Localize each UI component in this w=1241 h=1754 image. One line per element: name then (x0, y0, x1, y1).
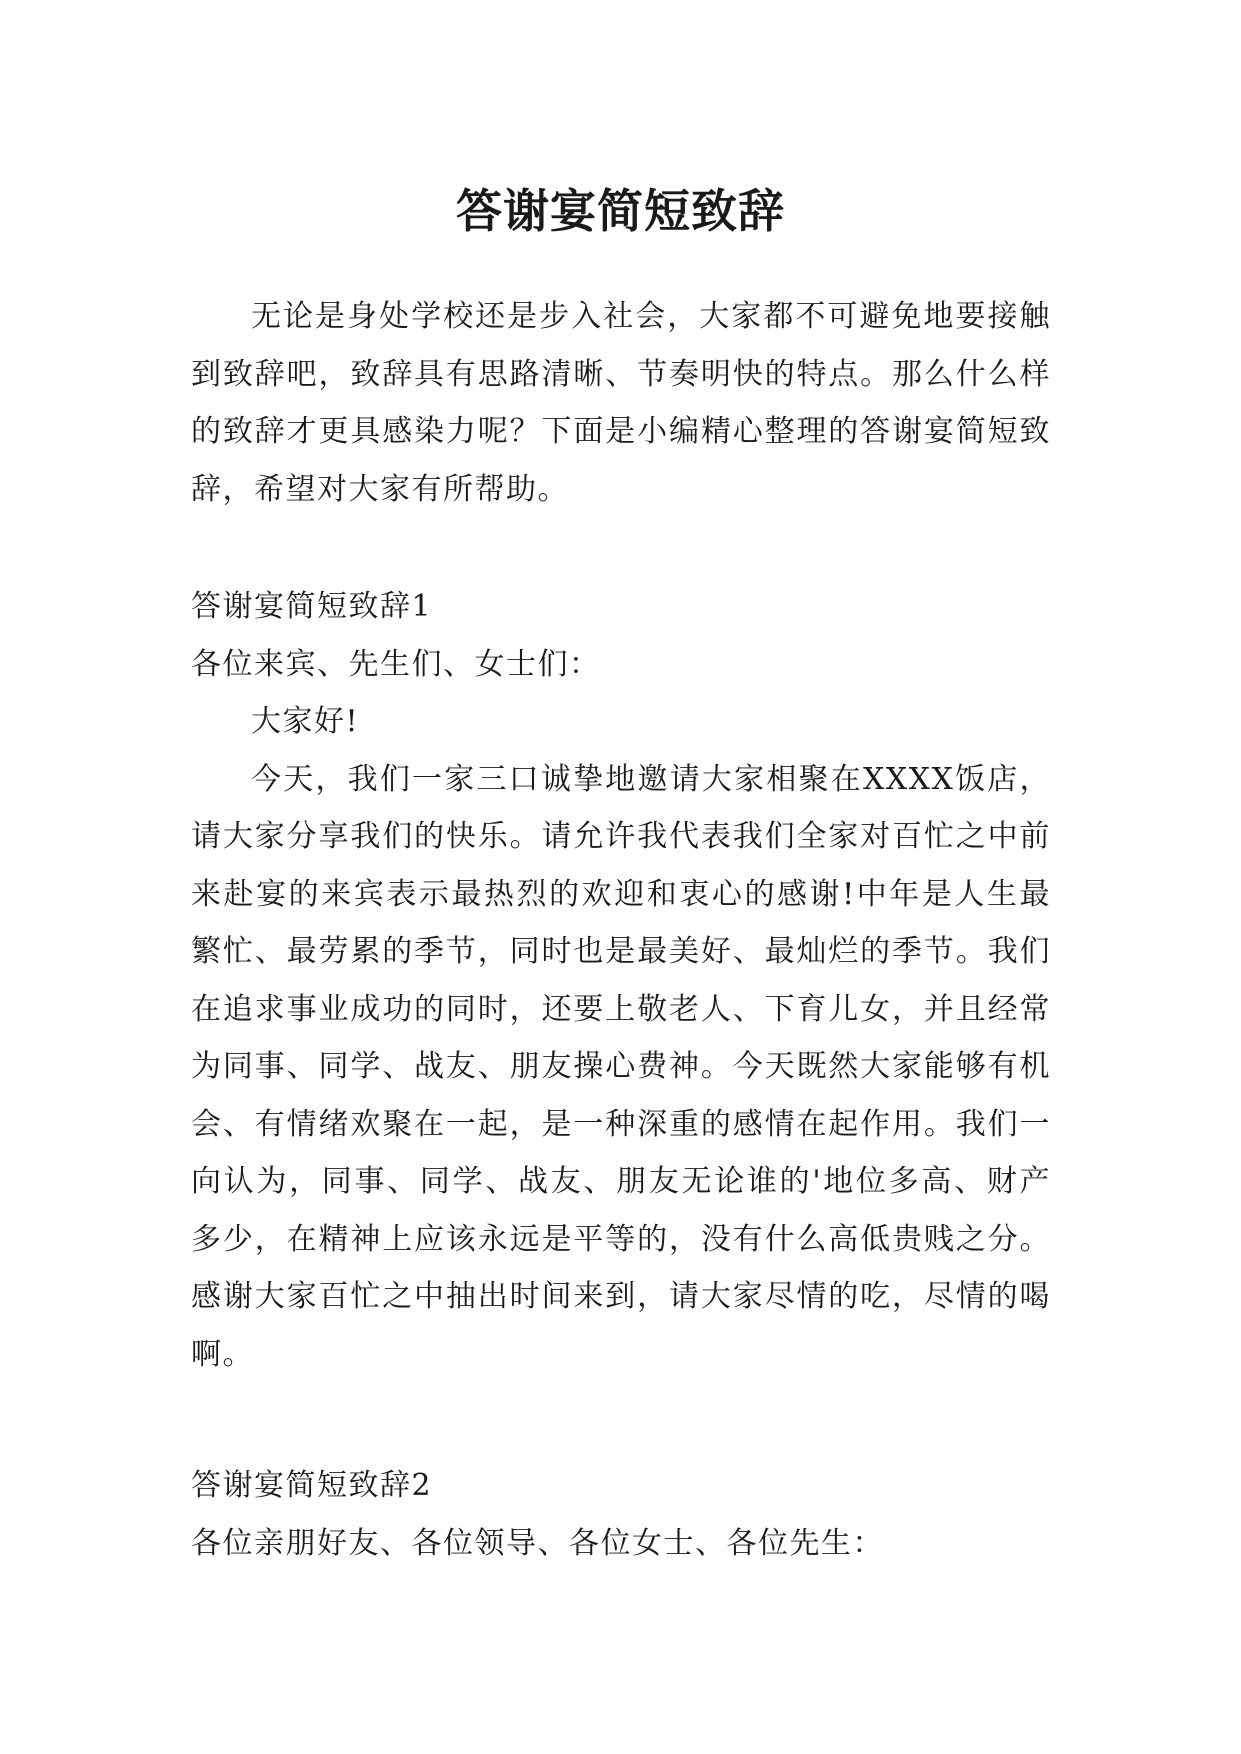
section-heading: 答谢宴简短致辞2 (191, 1468, 433, 1503)
greeting: 大家好! (251, 704, 360, 739)
speech-section-2 (191, 1457, 1051, 1572)
intro-section (191, 288, 1051, 518)
speech-section-1 (191, 578, 1051, 1383)
section-heading: 答谢宴简短致辞1 (191, 589, 433, 624)
salutation: 各位来宾、先生们、女士们： (191, 646, 601, 682)
intro-paragraph: 无论是身处学校还是步入社会，大家都不可避免地要接触到致辞吧，致辞具有思路清晰、节奏明快的特点。那么什么样的致辞才更具感染力呢？下面是小编精心整理的答谢宴简短致辞，希望对大家有所帮助。 (191, 299, 1051, 507)
document-title: 答谢宴简短致辞 (456, 183, 785, 238)
speech-paragraph: 今天，我们一家三口诚挚地邀请大家相聚在XXXX饭店，请大家分享我们的快乐。请允许我代表我们全家对百忙之中前来赴宴的来宾表示最热烈的欢迎和衷心的感谢!中年是人生最繁忙、最劳累的季节，同时也是最美好、最灿烂的季节。我们在追求事业成功的同时，还要上敬老人、下育儿女，并且经常为同事、同学、战友、朋友操心费神。今天既然大家能够有机会、有情绪欢聚在一起，是一种深重的感情在起作用。我们一向认为，同事、同学、战友、朋友无论谁的'地位多高、财产多少，在精神上应该永远是平等的，没有什么高低贵贱之分。感谢大家百忙之中抽出时间来到，请大家尽情的吃，尽情的喝啊。 (191, 761, 1051, 1372)
salutation: 各位亲朋好友、各位领导、各位女士、各位先生： (191, 1525, 884, 1561)
